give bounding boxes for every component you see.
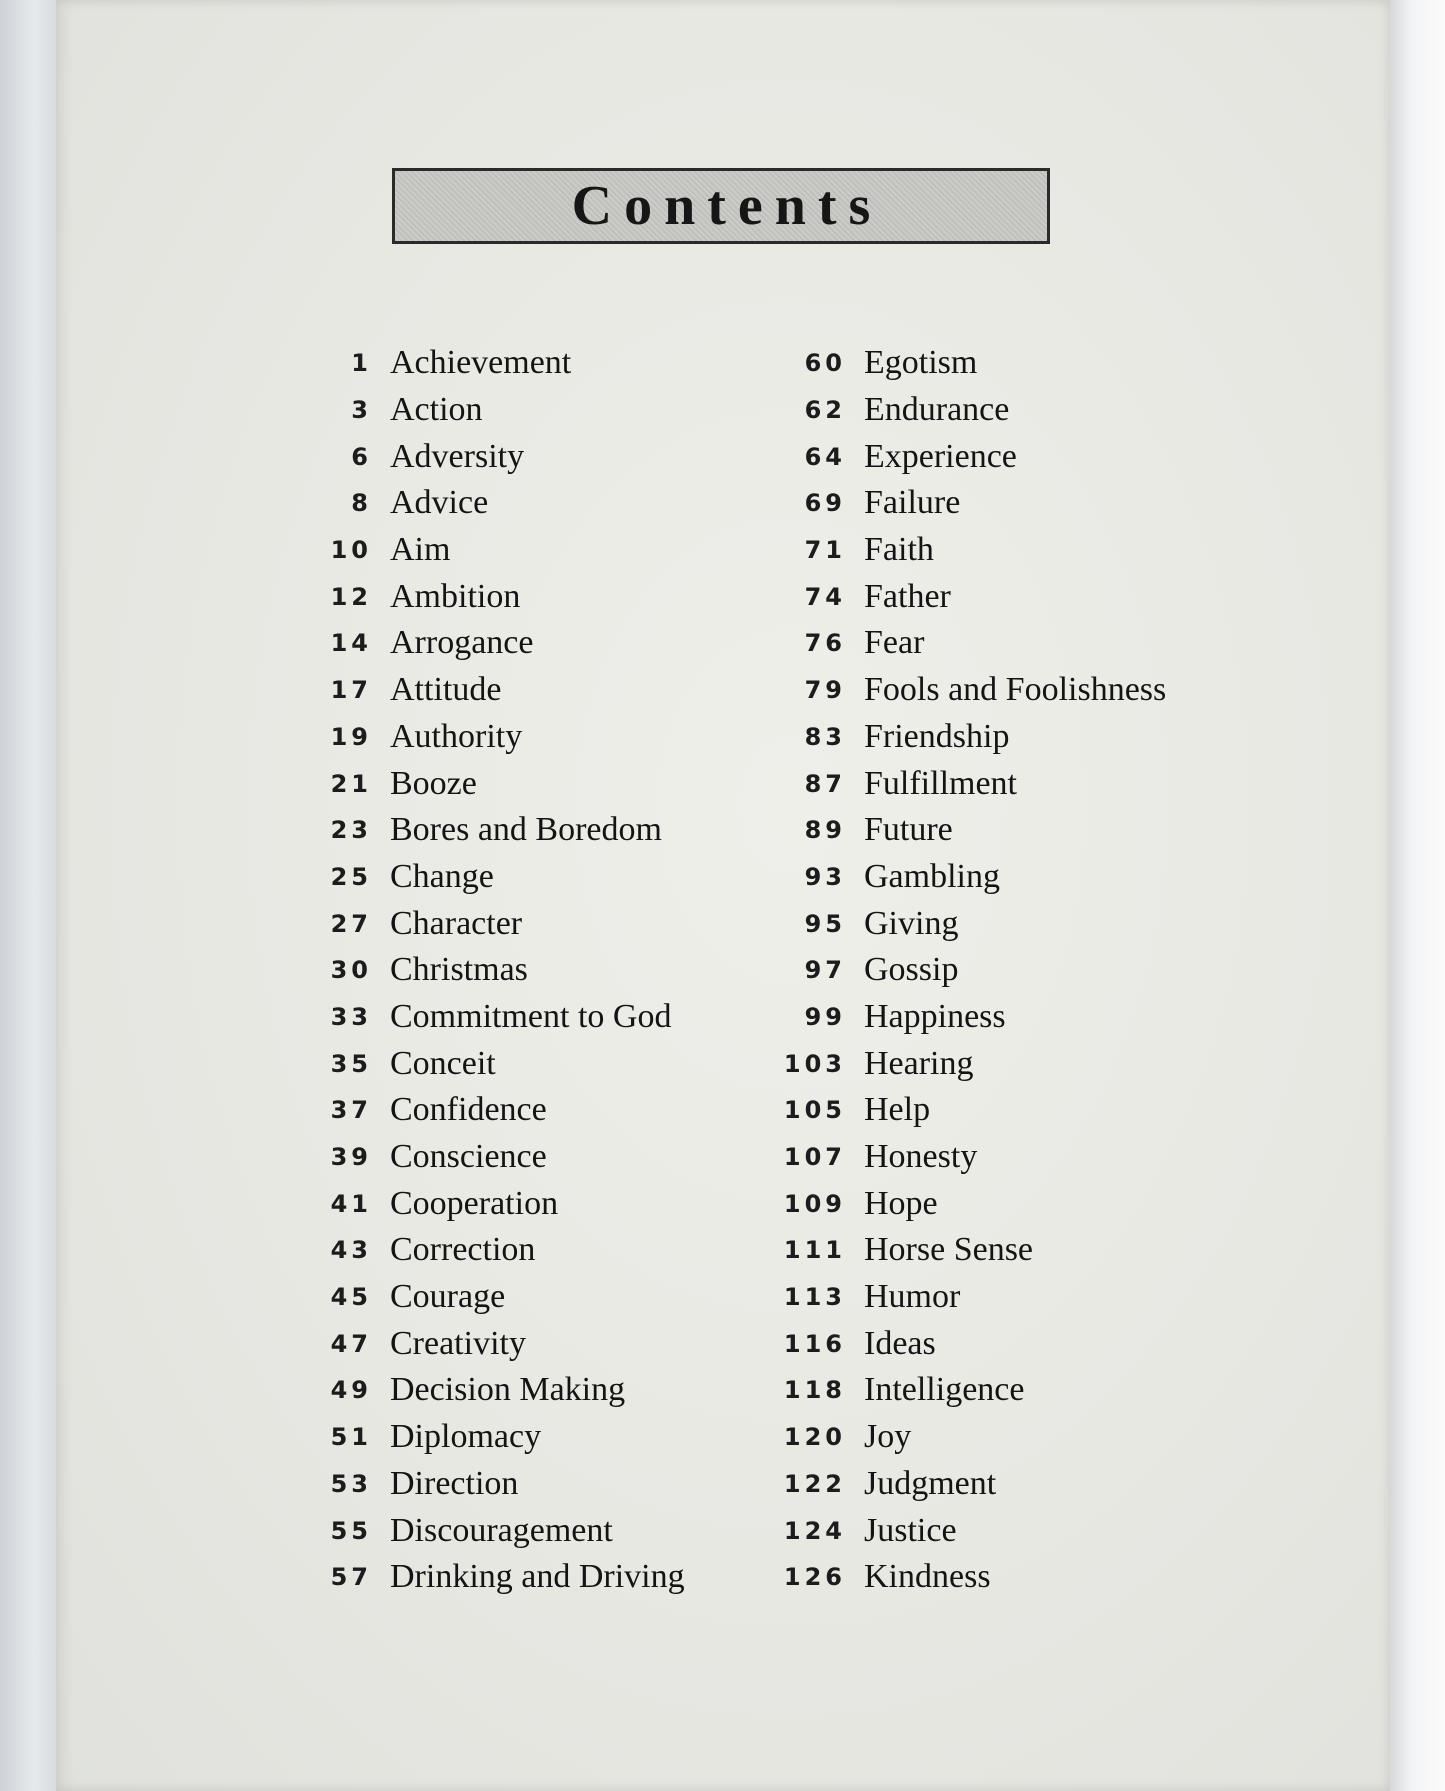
- toc-page-number: 21: [330, 769, 372, 798]
- contents-title-box: [392, 168, 1050, 244]
- toc-topic: Ideas: [864, 1324, 936, 1362]
- toc-topic: Future: [864, 811, 953, 849]
- toc-page-number: 3: [351, 396, 372, 425]
- toc-page-number: 95: [804, 909, 846, 938]
- toc-entry: [320, 1134, 685, 1181]
- toc-page-number: 71: [804, 536, 846, 565]
- toc-topic: Achievement: [390, 344, 572, 382]
- toc-entry: [782, 1320, 1166, 1367]
- toc-topic: Giving: [864, 904, 959, 942]
- toc-entry: [782, 1087, 1166, 1134]
- toc-entry: [782, 340, 1166, 387]
- toc-entry: [782, 1554, 1166, 1601]
- toc-topic: Conceit: [390, 1044, 496, 1082]
- toc-page-number: 6: [351, 442, 372, 471]
- toc-entry: [320, 1274, 685, 1321]
- toc-entry: [782, 1134, 1166, 1181]
- toc-page-number: 51: [330, 1423, 372, 1452]
- toc-topic: Fulfillment: [864, 764, 1017, 802]
- toc-page-number: 118: [783, 1376, 846, 1405]
- toc-page-number: 76: [804, 629, 846, 658]
- toc-entry: [320, 433, 685, 480]
- toc-entry: [782, 994, 1166, 1041]
- toc-page-number: 45: [330, 1283, 372, 1312]
- toc-entry: [782, 527, 1166, 574]
- toc-topic: Bores and Boredom: [390, 811, 662, 849]
- left-page-edge: [0, 0, 56, 1791]
- toc-page-number: 57: [330, 1563, 372, 1592]
- toc-topic: Failure: [864, 484, 961, 522]
- toc-entry: [320, 1040, 685, 1087]
- toc-entry: [320, 480, 685, 527]
- toc-page-number: 93: [804, 862, 846, 891]
- toc-entry: [782, 1274, 1166, 1321]
- toc-entry: [320, 1554, 685, 1601]
- toc-entry: [320, 1320, 685, 1367]
- toc-page-number: 17: [330, 676, 372, 705]
- toc-page-number: 89: [804, 816, 846, 845]
- toc-entry: [320, 387, 685, 434]
- toc-page-number: 111: [783, 1236, 846, 1265]
- toc-topic: Authority: [390, 717, 523, 755]
- toc-page-number: 97: [804, 956, 846, 985]
- toc-topic: Joy: [864, 1418, 912, 1456]
- toc-entry: [320, 854, 685, 901]
- toc-entry: [320, 527, 685, 574]
- toc-page-number: 33: [330, 1002, 372, 1031]
- toc-entry: [782, 1414, 1166, 1461]
- toc-entry: [782, 947, 1166, 994]
- toc-entry: [320, 1367, 685, 1414]
- toc-entry: [782, 573, 1166, 620]
- toc-topic: Egotism: [864, 344, 978, 382]
- toc-entry: [782, 1367, 1166, 1414]
- toc-entry: [320, 573, 685, 620]
- toc-entry: [320, 994, 685, 1041]
- toc-entry: [782, 760, 1166, 807]
- toc-page-number: 124: [783, 1516, 846, 1545]
- toc-entry: [782, 1461, 1166, 1508]
- toc-entry: [320, 1414, 685, 1461]
- toc-entry: [320, 1180, 685, 1227]
- book-page: [56, 0, 1390, 1791]
- toc-entry: [782, 900, 1166, 947]
- toc-topic: Discouragement: [390, 1511, 613, 1549]
- toc-topic: Faith: [864, 531, 934, 569]
- toc-page-number: 55: [330, 1516, 372, 1545]
- page-title: Contents: [571, 175, 883, 237]
- toc-topic: Conscience: [390, 1138, 547, 1176]
- toc-page-number: 120: [783, 1423, 846, 1452]
- toc-entry: [782, 714, 1166, 761]
- toc-entry: [320, 1087, 685, 1134]
- toc-page-number: 74: [804, 582, 846, 611]
- toc-topic: Action: [390, 391, 483, 429]
- toc-topic: Humor: [864, 1278, 961, 1316]
- toc-entry: [782, 1227, 1166, 1274]
- toc-page-number: 103: [783, 1049, 846, 1078]
- toc-page-number: 122: [783, 1469, 846, 1498]
- toc-topic: Happiness: [864, 997, 1006, 1035]
- toc-entry: [782, 1040, 1166, 1087]
- toc-page-number: 109: [783, 1189, 846, 1218]
- toc-entry: [782, 807, 1166, 854]
- toc-topic: Drinking and Driving: [390, 1558, 685, 1596]
- toc-topic: Decision Making: [390, 1371, 626, 1409]
- toc-page-number: 87: [804, 769, 846, 798]
- toc-entry: [782, 1507, 1166, 1554]
- toc-page-number: 69: [804, 489, 846, 518]
- toc-page-number: 60: [804, 349, 846, 378]
- toc-topic: Creativity: [390, 1324, 526, 1362]
- toc-topic: Adversity: [390, 437, 525, 475]
- toc-page-number: 126: [783, 1563, 846, 1592]
- toc-entry: [320, 900, 685, 947]
- toc-page-number: 49: [330, 1376, 372, 1405]
- toc-page-number: 116: [783, 1329, 846, 1358]
- toc-topic: Christmas: [390, 951, 528, 989]
- toc-topic: Direction: [390, 1464, 519, 1502]
- toc-topic: Character: [390, 904, 523, 942]
- toc-page-number: 30: [330, 956, 372, 985]
- toc-page-number: 1: [351, 349, 372, 378]
- toc-page-number: 53: [330, 1469, 372, 1498]
- toc-entry: [782, 854, 1166, 901]
- toc-topic: Father: [864, 577, 951, 615]
- toc-entry: [782, 620, 1166, 667]
- toc-page-number: 10: [330, 536, 372, 565]
- toc-topic: Fools and Foolishness: [864, 671, 1167, 709]
- toc-page-number: 37: [330, 1096, 372, 1125]
- toc-topic: Endurance: [864, 391, 1010, 429]
- toc-entry: [320, 340, 685, 387]
- contents-left-column: [320, 340, 685, 1601]
- toc-page-number: 27: [330, 909, 372, 938]
- toc-entry: [782, 667, 1166, 714]
- toc-entry: [782, 433, 1166, 480]
- toc-topic: Horse Sense: [864, 1231, 1034, 1269]
- contents-right-column: [782, 340, 1166, 1601]
- toc-page-number: 62: [804, 396, 846, 425]
- toc-topic: Arrogance: [390, 624, 534, 662]
- toc-page-number: 19: [330, 722, 372, 751]
- toc-topic: Gossip: [864, 951, 959, 989]
- toc-page-number: 99: [804, 1002, 846, 1031]
- toc-entry: [320, 714, 685, 761]
- toc-topic: Help: [864, 1091, 931, 1129]
- toc-page-number: 83: [804, 722, 846, 751]
- right-page-edge: [1390, 0, 1445, 1791]
- toc-topic: Correction: [390, 1231, 536, 1269]
- toc-page-number: 14: [330, 629, 372, 658]
- toc-topic: Cooperation: [390, 1184, 559, 1222]
- toc-topic: Confidence: [390, 1091, 547, 1129]
- toc-entry: [782, 1180, 1166, 1227]
- toc-page-number: 39: [330, 1143, 372, 1172]
- toc-entry: [320, 1507, 685, 1554]
- toc-topic: Hope: [864, 1184, 938, 1222]
- toc-page-number: 25: [330, 862, 372, 891]
- toc-topic: Hearing: [864, 1044, 974, 1082]
- toc-page-number: 105: [783, 1096, 846, 1125]
- toc-topic: Gambling: [864, 857, 1000, 895]
- toc-entry: [782, 480, 1166, 527]
- toc-entry: [320, 807, 685, 854]
- toc-page-number: 23: [330, 816, 372, 845]
- toc-topic: Commitment to God: [390, 997, 672, 1035]
- toc-topic: Booze: [390, 764, 477, 802]
- toc-topic: Experience: [864, 437, 1017, 475]
- toc-page-number: 64: [804, 442, 846, 471]
- toc-entry: [320, 947, 685, 994]
- toc-entry: [782, 387, 1166, 434]
- toc-entry: [320, 1227, 685, 1274]
- toc-topic: Honesty: [864, 1138, 978, 1176]
- toc-topic: Justice: [864, 1511, 957, 1549]
- toc-topic: Courage: [390, 1278, 506, 1316]
- toc-topic: Kindness: [864, 1558, 991, 1596]
- toc-topic: Change: [390, 857, 494, 895]
- toc-topic: Judgment: [864, 1464, 997, 1502]
- toc-entry: [320, 760, 685, 807]
- toc-topic: Fear: [864, 624, 925, 662]
- toc-page-number: 8: [351, 489, 372, 518]
- toc-entry: [320, 667, 685, 714]
- toc-page-number: 12: [330, 582, 372, 611]
- toc-topic: Friendship: [864, 717, 1010, 755]
- toc-topic: Advice: [390, 484, 489, 522]
- toc-page-number: 47: [330, 1329, 372, 1358]
- toc-topic: Aim: [390, 531, 451, 569]
- toc-page-number: 79: [804, 676, 846, 705]
- toc-page-number: 43: [330, 1236, 372, 1265]
- toc-topic: Ambition: [390, 577, 521, 615]
- toc-page-number: 107: [783, 1143, 846, 1172]
- toc-topic: Intelligence: [864, 1371, 1025, 1409]
- toc-topic: Diplomacy: [390, 1418, 542, 1456]
- toc-page-number: 113: [783, 1283, 846, 1312]
- toc-entry: [320, 620, 685, 667]
- toc-topic: Attitude: [390, 671, 502, 709]
- toc-page-number: 35: [330, 1049, 372, 1078]
- toc-entry: [320, 1461, 685, 1508]
- toc-page-number: 41: [330, 1189, 372, 1218]
